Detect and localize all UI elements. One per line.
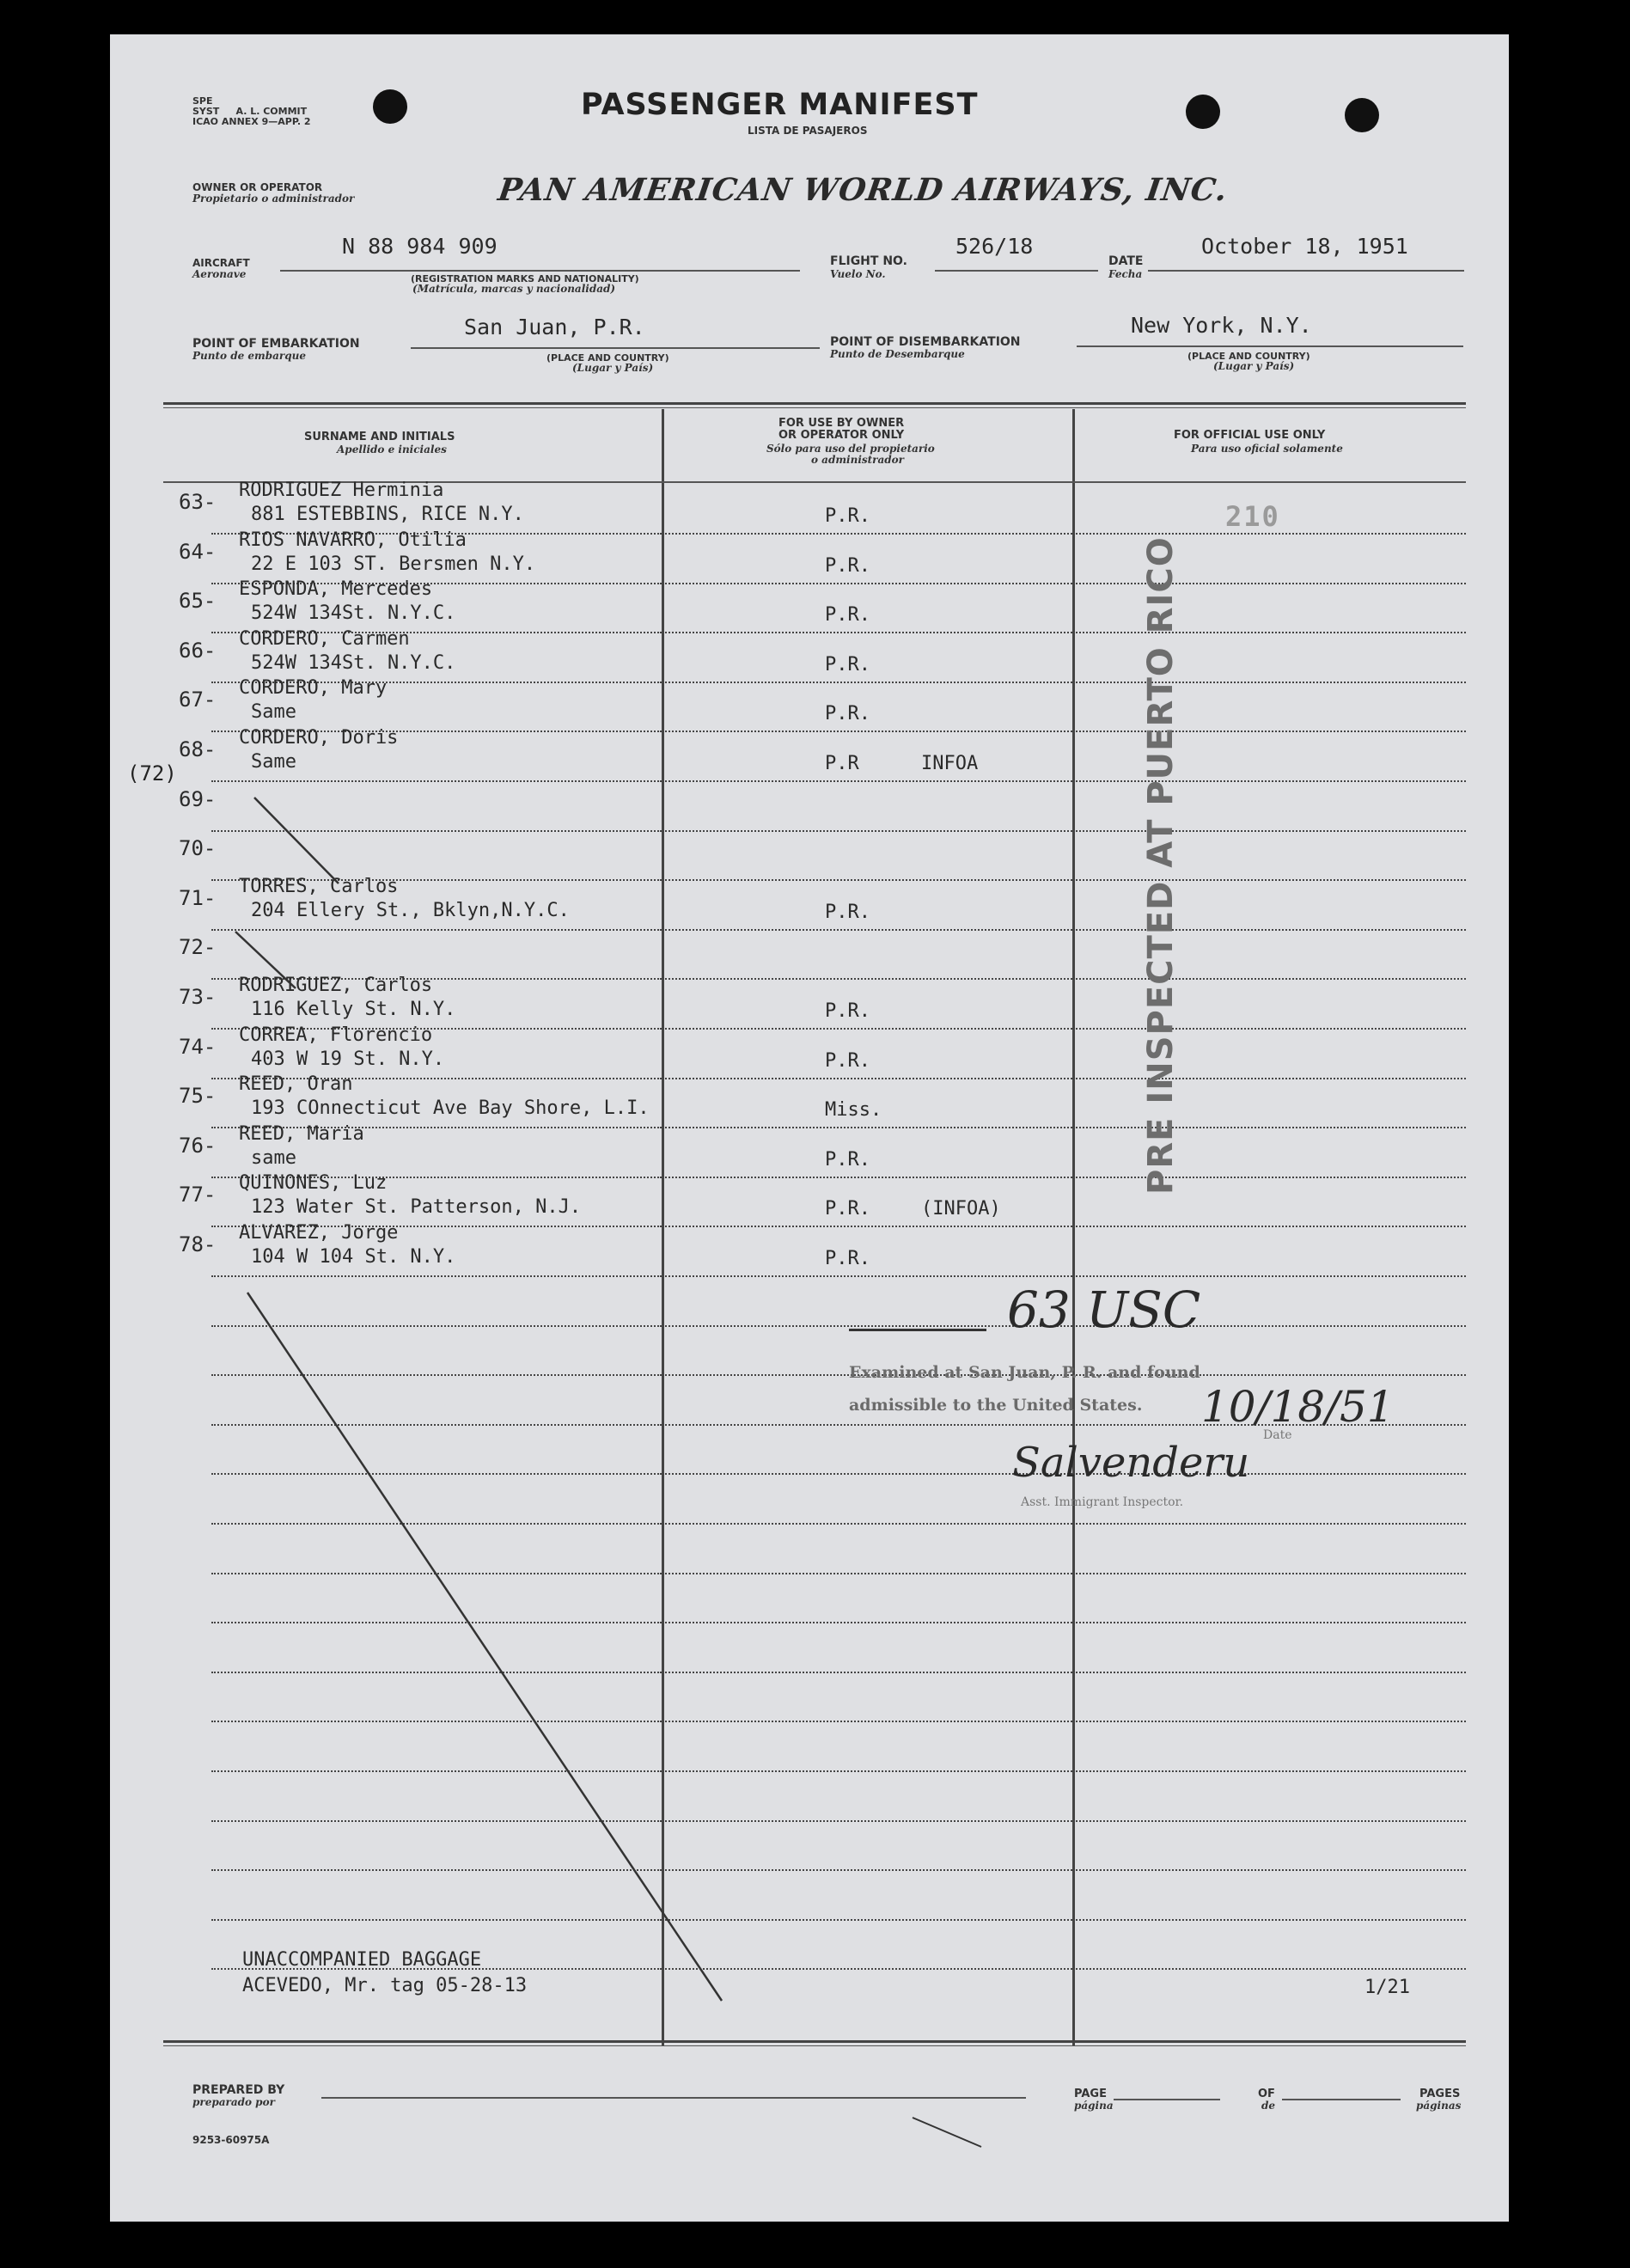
row-number: 71- (179, 886, 217, 910)
col-surname-header: SURNAME AND INITIALS (304, 431, 455, 443)
aircraft-value: N 88 984 909 (342, 234, 498, 259)
registration-label-es: (Matrícula, marcas y nacionalidad) (412, 283, 616, 295)
aircraft-label: AIRCRAFT (192, 257, 250, 269)
col-surname-header-es: Apellido e iniciales (337, 443, 447, 455)
passenger-address: 524W 134St. N.Y.C. (251, 652, 456, 674)
row-number: 69- (179, 787, 217, 811)
row-number: 67- (179, 688, 217, 712)
date-value: October 18, 1951 (1201, 234, 1408, 259)
origin-code: P.R. (825, 902, 870, 923)
passenger-address: 123 Water St. Patterson, N.J. (251, 1196, 582, 1218)
spec-line: ICAO ANNEX 9—APP. 2 (192, 116, 311, 127)
passenger-address: 116 Kelly St. N.Y. (251, 999, 456, 1020)
passenger-note: INFOA (921, 753, 979, 774)
row-number: 77- (179, 1183, 217, 1207)
origin-code: P.R (825, 753, 859, 774)
embark-place-label-es: (Lugar y País) (572, 362, 654, 374)
row-number: 68- (179, 737, 217, 761)
row-number: 72- (179, 935, 217, 959)
passenger-address: Same (251, 701, 296, 723)
row-number: 76- (179, 1134, 217, 1158)
origin-code: P.R. (825, 1198, 870, 1220)
origin-code: P.R. (825, 604, 870, 626)
embark-label-es: Punto de embarque (192, 350, 306, 362)
row-number: 70- (179, 836, 217, 860)
col-official-header-es: Para uso oficial solamente (1191, 443, 1343, 455)
page-subtitle: LISTA DE PASAJEROS (748, 125, 868, 137)
passenger-address: 403 W 19 St. N.Y. (251, 1048, 445, 1070)
passenger-address: 204 Ellery St., Bklyn,N.Y.C. (251, 900, 570, 921)
page-label-es: página (1074, 2100, 1114, 2112)
aircraft-label-es: Aeronave (192, 268, 247, 280)
pre-inspected-stamp: PRE INSPECTED AT PUERTO RICO (1141, 536, 1181, 1195)
strike-lines (110, 34, 1509, 2222)
pages-label-es: páginas (1416, 2100, 1462, 2112)
passenger-address: 881 ESTEBBINS, RICE N.Y. (251, 504, 524, 525)
inspector-label: Asst. Immigrant Inspector. (1021, 1495, 1184, 1509)
disembark-place-label: (PLACE AND COUNTRY) (1187, 351, 1310, 362)
passenger-address: 524W 134St. N.Y.C. (251, 602, 456, 624)
passenger-name: ESPONDA, Mercedes (239, 578, 433, 600)
row-number: 78- (179, 1232, 217, 1256)
origin-code: P.R. (825, 1000, 870, 1022)
page-title: PASSENGER MANIFEST (581, 88, 979, 122)
passenger-address: 193 COnnecticut Ave Bay Shore, L.I. (251, 1097, 650, 1119)
manifest-sheet (110, 34, 1509, 2222)
col-owner-header-es2: o administrador (811, 454, 904, 466)
passenger-address: 22 E 103 ST. Bersmen N.Y. (251, 553, 536, 575)
page-label: PAGE (1074, 2088, 1107, 2100)
of-label: OF (1258, 2088, 1275, 2100)
row-number: 74- (179, 1035, 217, 1059)
col-official-header: FOR OFFICIAL USE ONLY (1174, 429, 1326, 442)
passenger-name: CORDERO, Carmen (239, 628, 410, 650)
row-number: 73- (179, 985, 217, 1009)
flight-label: FLIGHT NO. (830, 254, 907, 268)
inspection-line-2: admissible to the United States. (849, 1396, 1143, 1415)
passenger-name: QUINONES, Luz (239, 1172, 388, 1194)
passenger-name: REED, Maria (239, 1123, 364, 1145)
flight-value: 526/18 (955, 234, 1034, 259)
row-number: 65- (179, 589, 217, 613)
official-number: 210 (1225, 500, 1280, 533)
flight-label-es: Vuelo No. (830, 268, 886, 280)
passenger-name: CORDERO, Doris (239, 727, 399, 749)
passenger-name: RODRIGUEZ Herminia (239, 480, 444, 501)
embark-value: San Juan, P.R. (464, 315, 645, 339)
passenger-name: TORRES, Carlos (239, 876, 399, 897)
passenger-note: (INFOA) (921, 1198, 1001, 1220)
passenger-address: 104 W 104 St. N.Y. (251, 1246, 456, 1268)
origin-code: P.R. (825, 1149, 870, 1171)
row-number: 63- (179, 490, 217, 514)
passenger-name: CORDERO, Mary (239, 677, 388, 699)
date-label: DATE (1108, 254, 1144, 268)
spec-line: SPE (192, 95, 213, 107)
origin-code: P.R. (825, 703, 870, 724)
baggage-line-2: ACEVEDO, Mr. tag 05-28-13 (242, 1975, 528, 1996)
date-label-es: Fecha (1108, 268, 1143, 280)
inspection-date: 10/18/51 (1201, 1382, 1395, 1432)
origin-code: P.R. (825, 1050, 870, 1072)
owner-label: OWNER OR OPERATOR (192, 181, 323, 193)
margin-note: (72) (127, 761, 177, 786)
row-number: 66- (179, 639, 217, 663)
passenger-name: RIOS NAVARRO, Otilia (239, 529, 467, 551)
disembark-value: New York, N.Y. (1131, 313, 1312, 338)
col-owner-header-2: OR OPERATOR ONLY (778, 429, 905, 442)
row-number: 64- (179, 540, 217, 564)
origin-code: P.R. (825, 654, 870, 676)
origin-code: P.R. (825, 1248, 870, 1269)
passenger-name: RODRIGUEZ, Carlos (239, 975, 433, 996)
prepared-label: PREPARED BY (192, 2083, 285, 2097)
page-ref: 1/21 (1364, 1977, 1410, 1998)
row-number: 75- (179, 1084, 217, 1108)
registration-label: (REGISTRATION MARKS AND NATIONALITY) (411, 273, 639, 284)
inspector-signature: Salvenderu (1012, 1439, 1250, 1487)
of-label-es: de (1261, 2100, 1276, 2112)
form-number: 9253-60975A (192, 2134, 270, 2146)
prepared-label-es: preparado por (192, 2096, 275, 2108)
passenger-name: REED, Oran (239, 1073, 353, 1095)
passenger-address: same (251, 1147, 296, 1169)
disembark-label: POINT OF DISEMBARKATION (830, 335, 1021, 349)
embark-place-label: (PLACE AND COUNTRY) (546, 352, 669, 364)
inspection-line-1: Examined at San Juan, P. R. and found (849, 1363, 1200, 1382)
origin-code: Miss. (825, 1099, 882, 1121)
passenger-address: Same (251, 751, 296, 773)
passenger-name: ALVAREZ, Jorge (239, 1222, 399, 1244)
pages-label: PAGES (1419, 2088, 1461, 2100)
owner-label-es: Propietario o administrador (192, 193, 355, 205)
origin-code: P.R. (825, 555, 870, 577)
col-owner-header-1: FOR USE BY OWNER (778, 417, 905, 430)
disembark-place-label-es: (Lugar y País) (1213, 360, 1295, 372)
passenger-name: CORREA, Florencio (239, 1024, 433, 1046)
inspection-stamp (849, 1281, 1450, 1521)
embark-label: POINT OF EMBARKATION (192, 337, 360, 351)
col-owner-header-es1: Sólo para uso del propietario (766, 443, 935, 455)
inspection-date-label: Date (1263, 1428, 1292, 1442)
baggage-line-1: UNACCOMPANIED BAGGAGE (242, 1949, 482, 1971)
company-name: PAN AMERICAN WORLD AIRWAYS, INC. (496, 172, 1230, 208)
disembark-label-es: Punto de Desembarque (830, 348, 965, 360)
inspection-handwritten: 63 USC (1007, 1281, 1201, 1339)
spec-line: SYST A. L. COMMIT (192, 106, 308, 117)
origin-code: P.R. (825, 505, 870, 527)
